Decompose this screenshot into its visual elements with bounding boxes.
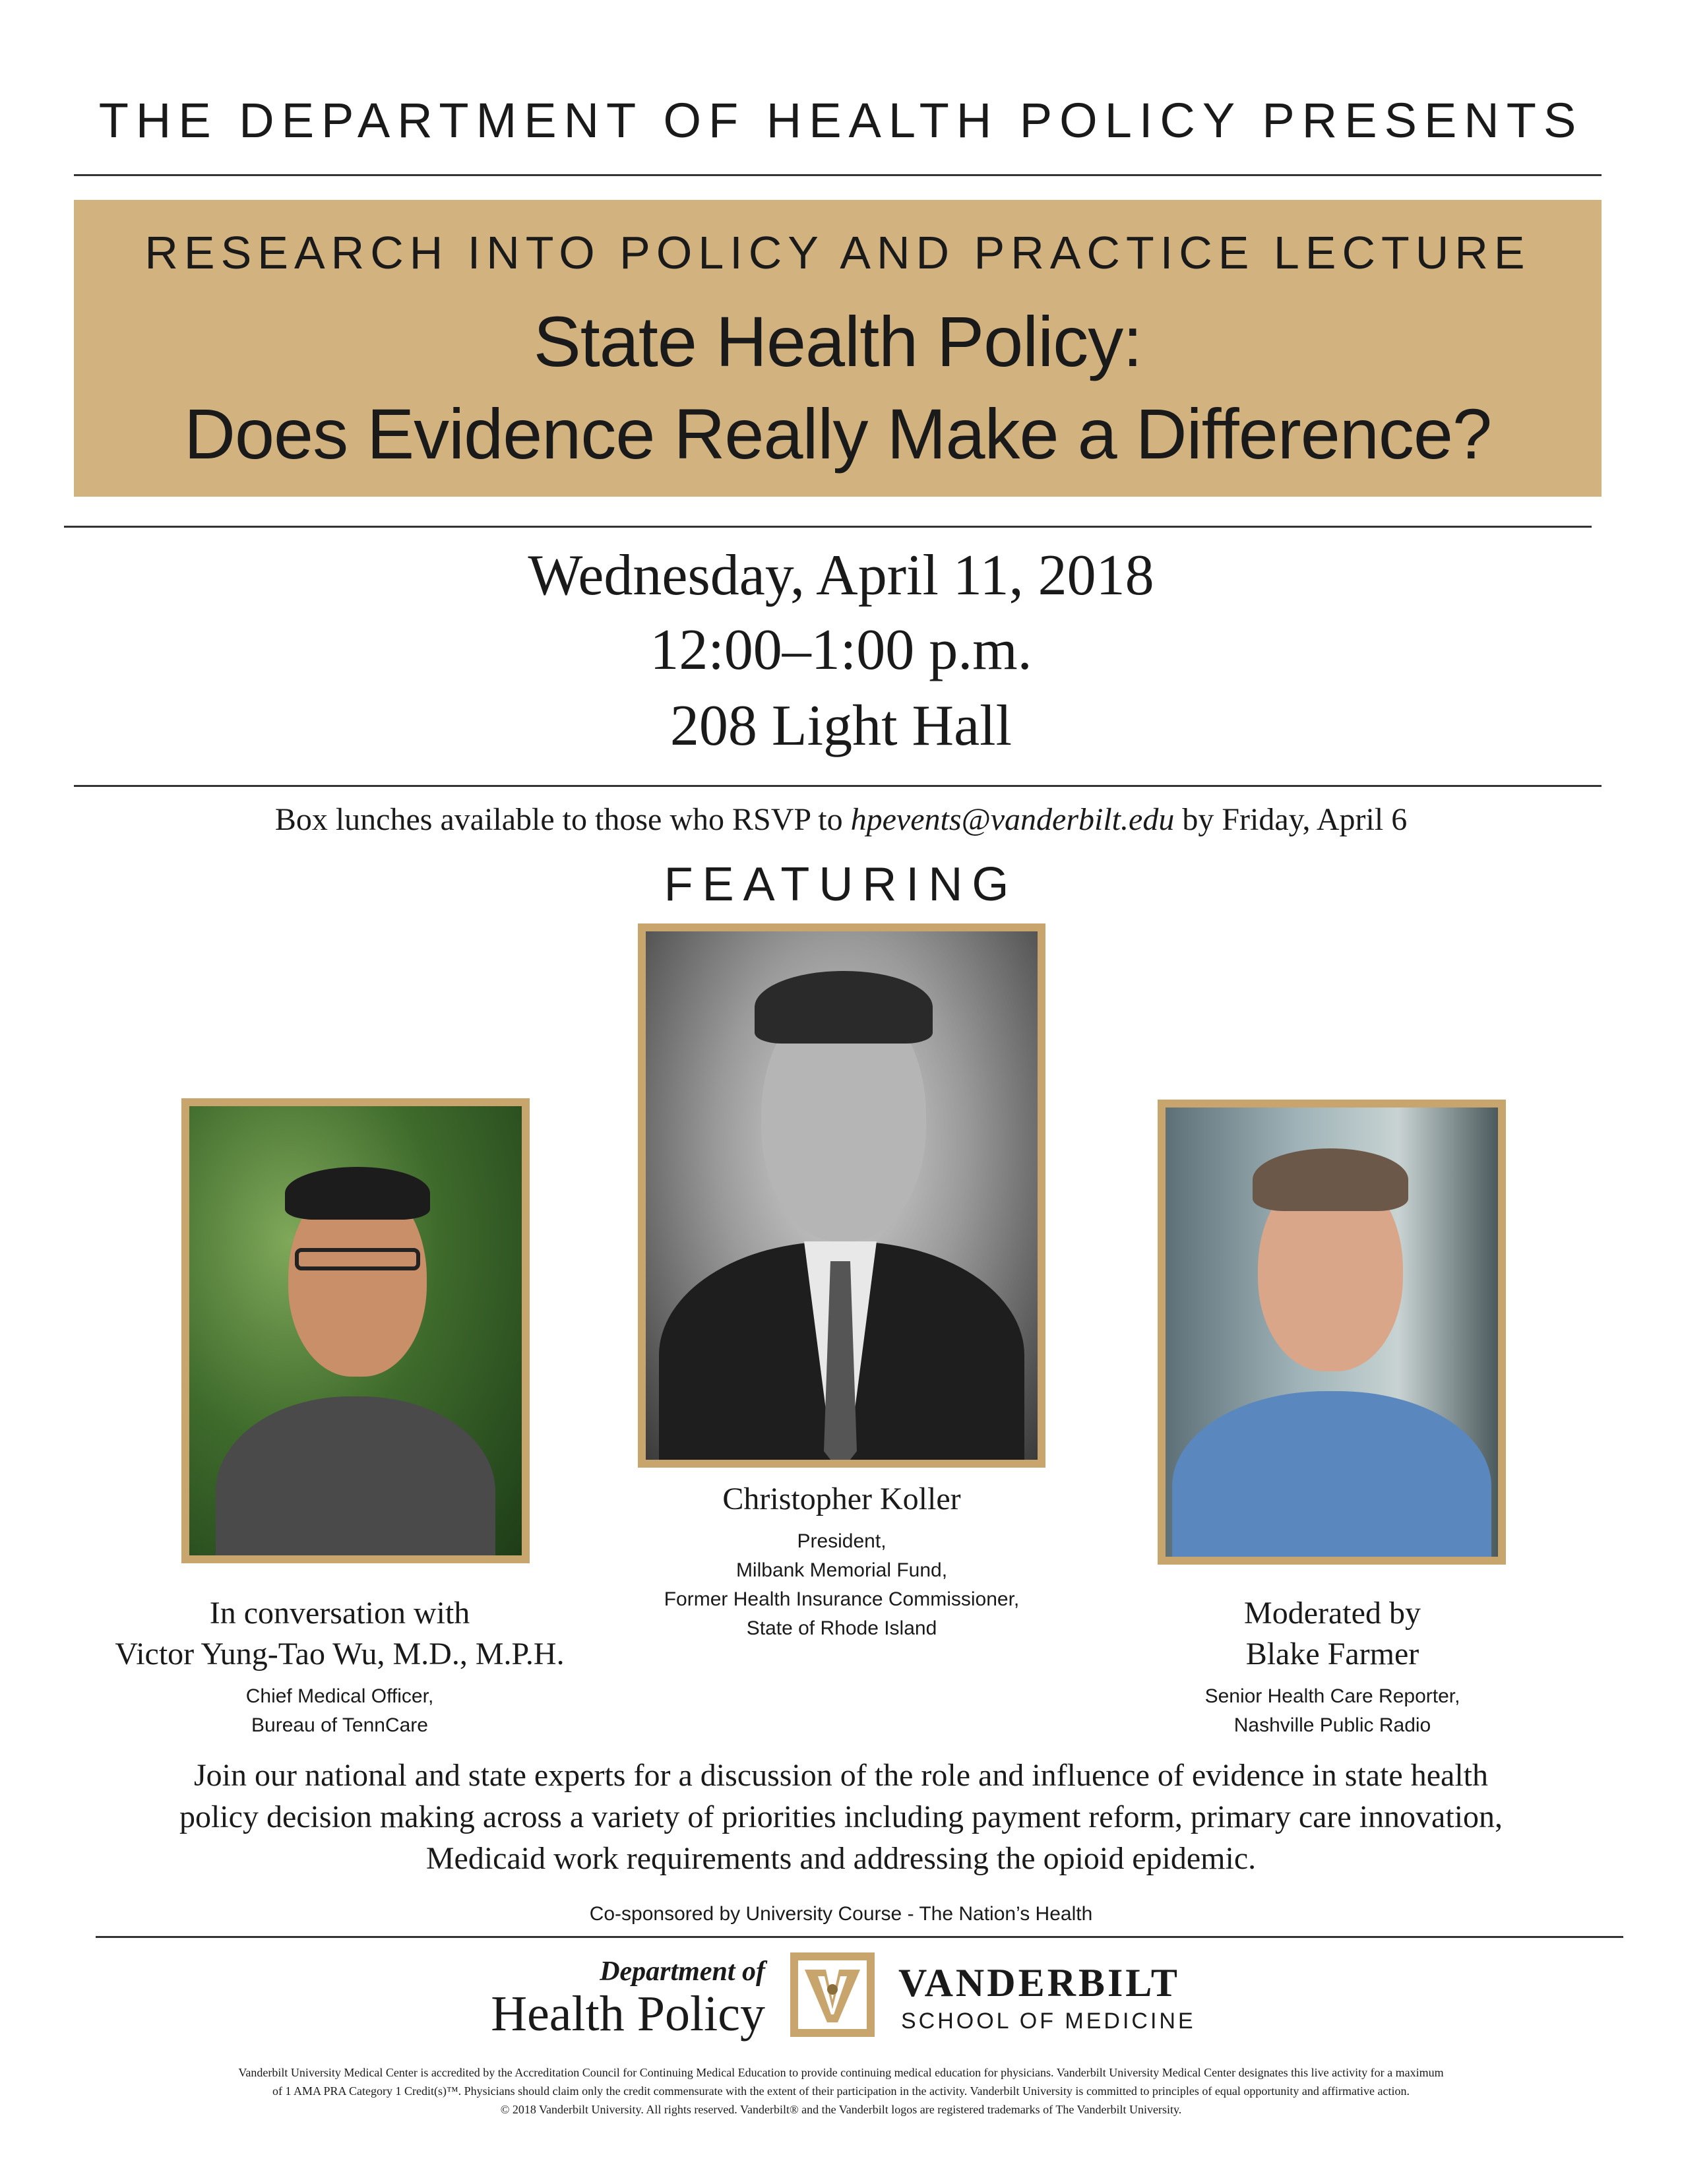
lecture-series: RESEARCH INTO POLICY AND PRACTICE LECTURE <box>144 227 1531 278</box>
description-line: Medicaid work requirements and addressing the opioid epidemic. <box>425 1841 1257 1876</box>
speaker-role-right <box>1069 1682 1596 1740</box>
role-line: President, <box>797 1530 887 1552</box>
vanderbilt-v-icon <box>790 1952 875 2037</box>
fine-print-line: of 1 AMA PRA Category 1 Credit(s)™. Physicians should claim only the credit commensurate with the extent of their participation in the activity. Vanderbilt University is committed to principles of equal opportunity and affirmative action. <box>272 2084 1410 2098</box>
portrait-christopher-koller <box>646 931 1038 1460</box>
role-line: Milbank Memorial Fund, <box>735 1559 948 1581</box>
role-line: Bureau of TennCare <box>251 1714 428 1736</box>
speaker-photo-right <box>1158 1100 1506 1565</box>
description-line: policy decision making across a variety of priorities including payment reform, primary care innovation, <box>179 1799 1503 1834</box>
speaker-name-center: Christopher Koller <box>722 1482 961 1516</box>
speaker-photo-left <box>181 1098 530 1563</box>
speaker-prefix-left: In conversation with <box>209 1596 470 1631</box>
top-divider <box>74 174 1602 176</box>
event-location: 208 Light Hall <box>670 694 1012 758</box>
title-banner <box>74 200 1602 497</box>
v-logo-field <box>798 1960 867 2029</box>
school-of-medicine-wordmark: SCHOOL OF MEDICINE <box>901 2009 1196 2034</box>
accreditation-fine-print <box>0 2063 1682 2119</box>
event-divider <box>74 785 1602 787</box>
fine-print-line: Vanderbilt University Medical Center is accredited by the Accreditation Council for Continuing Medical Education to provide continuing medical education for physicians. Vanderbilt University Medical Center designates this live activity for a maximum <box>238 2066 1444 2079</box>
role-line: State of Rhode Island <box>746 1617 937 1639</box>
role-line: Former Health Insurance Commissioner, <box>664 1588 1020 1610</box>
dept-logo-name: Health Policy <box>491 1986 765 2042</box>
sweater-shape <box>216 1396 495 1555</box>
rsvp-text-after: by Friday, April 6 <box>1174 802 1408 837</box>
role-line: Nashville Public Radio <box>1233 1714 1431 1736</box>
banner-divider <box>64 526 1592 528</box>
rsvp-text-before: Box lunches available to those who RSVP to <box>274 802 851 837</box>
role-line: Chief Medical Officer, <box>245 1685 434 1707</box>
rsvp-note <box>0 801 1682 838</box>
event-date: Wednesday, April 11, 2018 <box>528 544 1154 608</box>
presents-heading: THE DEPARTMENT OF HEALTH POLICY PRESENTS <box>98 93 1584 148</box>
speaker-name-right: Blake Farmer <box>1245 1637 1419 1671</box>
glasses-shape <box>295 1248 420 1270</box>
sweater-shape <box>1172 1391 1491 1557</box>
footer-divider <box>96 1936 1623 1938</box>
hair-shape <box>285 1167 430 1220</box>
fine-print-line: © 2018 Vanderbilt University. All rights reserved. Vanderbilt® and the Vanderbilt logos are registered trademarks of The Vanderbilt University. <box>500 2103 1182 2116</box>
speaker-role-left <box>66 1682 613 1740</box>
speaker-photo-center <box>638 923 1045 1468</box>
lecture-title-line1: State Health Policy: <box>533 301 1142 381</box>
description-line: Join our national and state experts for a discussion of the role and influence of evidence in state health <box>193 1758 1489 1793</box>
lecture-title-line2: Does Evidence Really Make a Difference? <box>183 394 1492 474</box>
speaker-role-center <box>578 1527 1105 1643</box>
cosponsor-note: Co-sponsored by University Course - The Nation’s Health <box>589 1903 1093 1925</box>
hair-shape <box>755 971 933 1044</box>
v-mark-icon <box>798 1960 867 2029</box>
featuring-heading: FEATURING <box>664 858 1018 911</box>
speaker-prefix-right: Moderated by <box>1244 1596 1421 1631</box>
rsvp-email-link[interactable]: hpevents@vanderbilt.edu <box>850 802 1175 837</box>
vanderbilt-wordmark: VANDERBILT <box>898 1961 1180 2005</box>
portrait-victor-wu <box>189 1106 522 1555</box>
event-description <box>0 1755 1682 1879</box>
speaker-name-left: Victor Yung-Tao Wu, M.D., M.P.H. <box>115 1637 565 1671</box>
portrait-blake-farmer <box>1166 1108 1498 1557</box>
event-time: 12:00–1:00 p.m. <box>650 618 1032 682</box>
hair-shape <box>1253 1148 1408 1211</box>
dept-logo-prefix: Department of <box>600 1956 765 1987</box>
role-line: Senior Health Care Reporter, <box>1204 1685 1460 1707</box>
